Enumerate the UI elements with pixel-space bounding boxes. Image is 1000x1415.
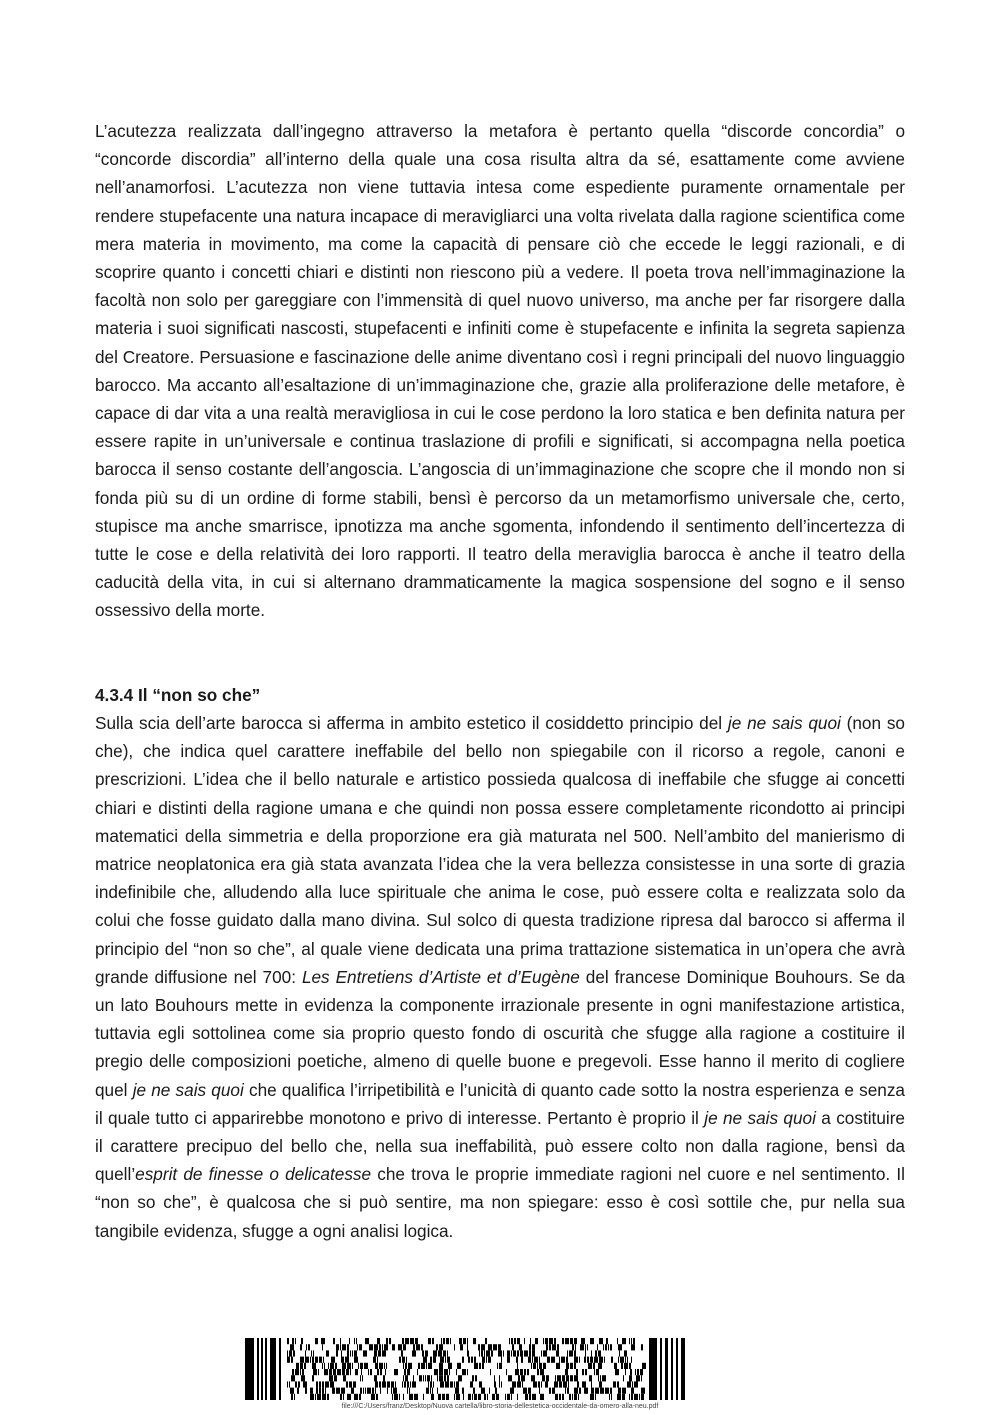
italic-text-segment: esprit de finesse o delicatesse xyxy=(135,1164,372,1185)
text-segment: del francese Dominique Bouhours. Se da un lato Bouhours mette in evidenza la componente irrazionale presente in ogni manifestazione artistica, tuttavia egli sottolinea come sia proprio questo fondo di oscurità che sfugge alla ragione a costituire il pregio delle composizioni poetiche, almeno di quelle buone e pregevoli. Esse hanno il merito di cogliere quel xyxy=(95,966,905,1100)
italic-text-segment: je ne sais quoi xyxy=(704,1107,816,1128)
text-segment: (non so che), che indica quel carattere ineffabile del bello non spiegabile con il ricorso a regole, canoni e prescrizioni. L’idea che il bello naturale e artistico possieda qualcosa di ineffabile che sfugge ai concetti chiari e distinti della ragione umana e che quindi non possa essere completamente ricondotto ai principi matematici della simmetria e della proporzione era già maturata nel 500. Nell’ambito del manierismo di matrice neoplatonica era già stata avanzata l’idea che la vera bellezza consistesse in una sorte di grazia indefinibile che, alludendo alla luce spirituale che anima le cose, può essere colta e realizzata solo da colui che fosse guidato dalla mano divina. Sul solco di questa tradizione ripresa dal barocco si afferma il principio del “non so che”, al quale viene dedicata una prima trattazione sistematica in un’opera che avrà grande diffusione nel 700: xyxy=(95,713,905,987)
file-path-footer: file:///C:/Users/franz/Desktop/Nuova cartella/libro-storia-dellestetica-occidentale-da-omero-alla-neu.pdf xyxy=(341,1403,659,1410)
italic-text-segment: Les Entretiens d’Artiste et d’Eugène xyxy=(301,966,580,987)
pdf417-barcode-icon xyxy=(245,1338,685,1400)
text-segment: a costituire il carattere precipuo del bello che, nella sua ineffabilità, può essere colto non dalla ragione, bensì da quell’ xyxy=(95,1107,905,1185)
text-segment: che trova le proprie immediate ragioni nel cuore e nel sentimento. Il “non so che”, è qualcosa che si può sentire, ma non spiegare: esso è così sottile che, pur nella sua tangibile evidenza, sfugge a ogni analisi logica. xyxy=(95,1164,905,1241)
paragraph-non-so-che xyxy=(95,709,905,1245)
paragraph-acutezza: L’acutezza realizzata dall’ingegno attraverso la metafora è pertanto quella “discorde concordia” o “concorde discordia” all’interno della quale una cosa risulta altra da sé, esattamente come avviene nell’anamorfosi. L’acutezza non viene tuttavia intesa come espediente puramente ornamentale per rendere stupefacente una natura incapace di meravigliarci una volta rivelata dalla ragione scientifica come mera materia in movimento, ma come la capacità di pensare ciò che eccede le leggi razionali, e di scoprire quanto i concetti chiari e distinti non riescono più a vedere. Il poeta trova nell’immaginazione la facoltà non solo per gareggiare con l’immensità di quel nuovo universo, ma anche per far risorgere dalla materia i suoi significati nascosti, stupefacenti e infiniti come è stupefacente e infinita la segreta sapienza del Creatore. Persuasione e fascinazione delle anime diventano così i regni principali del nuovo linguaggio barocco. Ma accanto all’esaltazione di un’immaginazione che, grazie alla proliferazione delle metafore, è capace di dar vita a una realtà meravigliosa in cui le cose perdono la loro statica e ben definita natura per essere rapite in un’universale e continua traslazione di profili e significati, si accompagna nella poetica barocca il senso costante dell’angoscia. L’angoscia di un’immaginazione che scopre che il mondo non si fonda più su di un ordine di forme stabili, bensì è percorso da un metamorfismo universale che, certo, stupisce ma anche smarrisce, ipnotizza ma anche sgomenta, infondendo il sentimento dell’incertezza di tutte le cose e della relatività dei loro rapporti. Il teatro della meraviglia barocca è anche il teatro della caducità della vita, in cui si alternano drammaticamente la magica sospensione del sogno e il senso ossessivo della morte. xyxy=(95,121,905,621)
italic-text-segment: je ne sais quoi xyxy=(132,1079,244,1100)
text-segment: che qualifica l’irripetibilità e l’unicità di quanto cade sotto la nostra esperienza e senza il quale tutto ci apparirebbe monotono e privo di interesse. Pertanto è proprio il xyxy=(95,1079,905,1128)
italic-text-segment: je ne sais quoi xyxy=(727,713,841,733)
text-segment: Sulla scia dell’arte barocca si afferma in ambito estetico il cosiddetto principio del xyxy=(95,713,728,733)
section-heading: 4.3.4 Il “non so che” xyxy=(95,685,261,705)
